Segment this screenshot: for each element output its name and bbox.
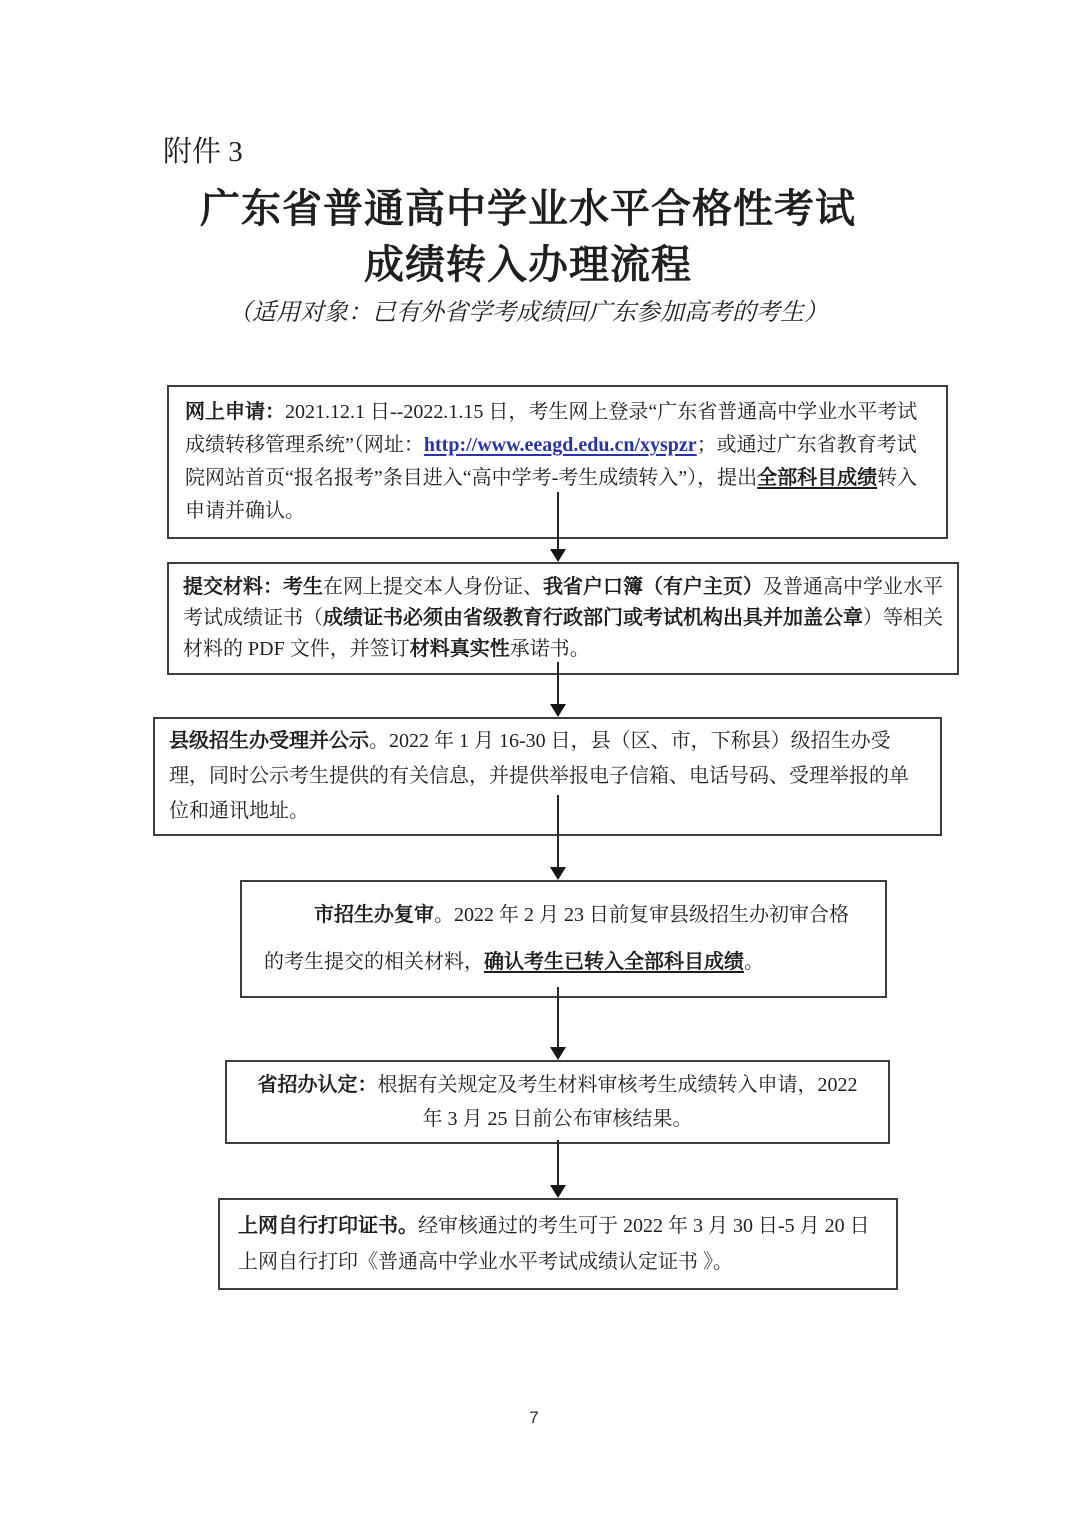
down-arrow xyxy=(550,795,566,880)
text-segment: 。 xyxy=(744,951,764,973)
flow-step-county-acceptance-box xyxy=(153,717,942,836)
score-transfer-system-link[interactable]: http://www.eeagd.edu.cn/xyspzr xyxy=(423,434,697,456)
text-segment: 。2022 年 2 月 23 日前复审县级招生办初审合格的考生提交的相关材料， xyxy=(264,904,849,973)
text-segment: 承诺书。 xyxy=(509,638,590,660)
text-segment: 提交材料：考生 xyxy=(183,576,323,598)
page-subtitle: （适用对象：已有外省学考成绩回广东参加高考的考生） xyxy=(228,300,828,326)
text-segment: 在网上提交本人身份证、 xyxy=(323,576,543,598)
text-segment: 上网自行打印证书。 xyxy=(238,1215,418,1237)
flow-step-submit-materials-box xyxy=(167,562,959,675)
down-arrow xyxy=(550,662,566,717)
text-segment: 根据有关规定及考生材料审核考生成绩转入申请，2022 年 3 月 25 日前公布审核结果。 xyxy=(377,1074,863,1130)
flow-step-province-confirmation-box xyxy=(225,1060,890,1144)
text-segment: 材料真实性 xyxy=(409,638,510,660)
text-segment: ）等相关材料的 PDF 文件，并签订 xyxy=(183,607,943,660)
arrow-shaft xyxy=(557,662,559,706)
page-title-line1: 广东省普通高中学业水平合格性考试 xyxy=(200,186,856,231)
arrow-head-icon xyxy=(550,867,566,880)
arrow-shaft xyxy=(557,795,559,869)
arrow-head-icon xyxy=(550,1047,566,1060)
text-segment: 及普通高中学业水平考试成绩证书（ xyxy=(183,576,943,629)
text-segment: 我省户口簿（有户主页） xyxy=(543,576,763,598)
arrow-shaft xyxy=(557,1140,559,1187)
text-segment: 确认考生已转入全部科目成绩 xyxy=(484,951,744,973)
arrow-head-icon xyxy=(550,1185,566,1198)
text-segment: 成绩证书必须由省级教育行政部门或考试机构出具并加盖公章 xyxy=(323,607,863,629)
text-segment: 经审核通过的考生可于 2022 年 3 月 30 日-5 月 20 日上网自行打印《普通高中学业水平考试成绩认定证书 》。 xyxy=(238,1215,870,1273)
text-segment: 省招办认定： xyxy=(257,1074,378,1096)
attachment-label: 附件 3 xyxy=(163,136,243,168)
text-segment: 。2022 年 1 月 16-30 日，县（区、市，下称县）级招生办受理，同时公示考生提供的有关信息，并提供举报电子信箱、电话号码、受理举报的单位和通讯地址。 xyxy=(169,730,909,822)
arrow-head-icon xyxy=(550,704,566,717)
text-segment: 全部科目成绩 xyxy=(757,467,878,489)
down-arrow xyxy=(550,492,566,562)
flow-step-print-certificate-box xyxy=(218,1198,898,1290)
arrow-shaft xyxy=(557,492,559,551)
arrow-shaft xyxy=(557,987,559,1049)
arrow-head-icon xyxy=(550,549,566,562)
down-arrow xyxy=(550,987,566,1060)
text-segment: 网上申请： xyxy=(185,401,285,423)
page-title-line2: 成绩转入办理流程 xyxy=(364,242,692,287)
flow-step-city-review-box xyxy=(240,880,887,998)
down-arrow xyxy=(550,1140,566,1198)
page-number: 7 xyxy=(529,1408,539,1427)
text-segment: 转入申请并确认。 xyxy=(185,467,918,522)
text-segment: 市招生办复审 xyxy=(314,904,434,926)
text-segment: 2021.12.1 日--2022.1.15 日，考生网上登录“广东省普通高中学业水平考试成绩转移管理系统”（网址： xyxy=(185,401,918,456)
text-segment: ；或通过广东省教育考试院网站首页“报名报考”条目进入“高中学考-考生成绩转入”），提出 xyxy=(185,434,917,489)
text-segment: 县级招生办受理并公示 xyxy=(169,730,369,752)
page-title xyxy=(0,181,1056,293)
